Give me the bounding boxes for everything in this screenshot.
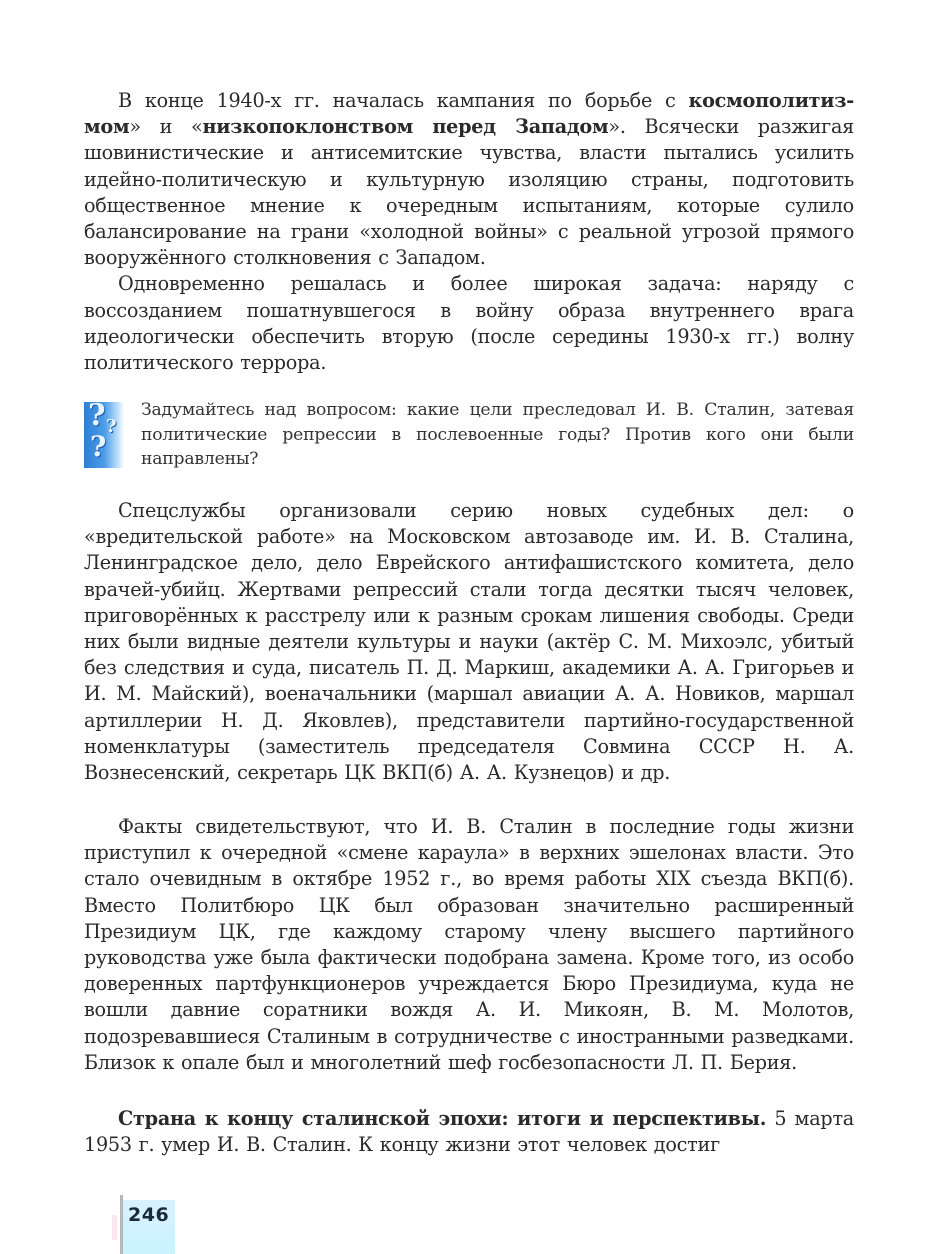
margin-decoration (112, 1215, 117, 1240)
bold-term-servility: низкопоклонством перед Западом (202, 115, 609, 139)
paragraph-guard-change: Факты свидетельствуют, что И. В. Сталин в последние годы жизни приступил к очередной «смене караула» в верхних эшелонах власти. Это стало очевидным в октябре 1952 г., во время работы XIX съезда ВКП(б). Вместо Политбюро ЦК был образован значительно расширенный Президиум ЦК, где каждому старому члену высшего партийного руководства уже была фактически подобрана замена. Кроме того, из особо доверенных партфункционеров учреждается Бюро Президиума, куда не вошли давние соратники вождя А. И. Микоян, В. М. Молотов, подозревавшиеся Сталиным в сотрудничестве с иностранными разведками. Близок к опале был и многолетний шеф госбезопасности Л. П. Берия. (84, 815, 854, 1074)
question-marks-icon: ? ? ? (84, 402, 124, 468)
think-question-block (84, 398, 854, 470)
paragraph-end-of-era (84, 1106, 854, 1158)
paragraph-text: 5 марта 1953 г. умер И. В. Сталин. К концу жизни этот человек достиг (84, 1107, 855, 1157)
paragraph-cosmopolitism (84, 88, 854, 271)
bold-term-cosmopolitism: космополитиз-мом (84, 89, 854, 139)
paragraph-text: » и « (129, 115, 203, 139)
paragraph-text: ». Всячески разжигая шовинистические и антисемитские чувства, власти пытались усилить идейно-политическую и культурную изоляцию страны, подготовить общественное мнение к очередным испытаниям, которые сулило балансирование на грани «холодной войны» с реальной угрозой прямого вооружённого столкновения с Западом. (84, 115, 855, 270)
paragraph-court-cases: Спецслужбы организовали серию новых судебных дел: о «вредительской работе» на Московском автозаводе им. И. В. Сталина, Ленинградское дело, дело Еврейского антифашистского комитета, дело врачей-убийц. Жертвами репрессий стали тогда десятки тысяч человек, приговорённых к расстрелу или к разным срокам лишения свободы. Среди них были видные деятели культуры и науки (актёр С. М. Михоэлс, убитый без следствия и суда, писатель П. Д. Маркиш, академики А. А. Григорьев и И. М. Майский), военачальники (маршал авиации А. А. Новиков, маршал артиллерии Н. Д. Яковлев), представители партийно-государственной номенклатуры (заместитель председателя Совмина СССР Н. А. Вознесенский, секретарь ЦК ВКП(б) А. А. Кузнецов) и др. (84, 499, 854, 785)
paragraph-terror-wave: Одновременно решалась и более широкая задача: наряду с воссозданием пошатнувшегося в войну образа внутреннего врага идеологически обеспечить вторую (после середины 1930-х гг.) волну политического террора. (84, 272, 854, 375)
question-text: Задумайтесь над вопросом: какие цели преследовал И. В. Сталин, затевая политические репрессии в послевоенные годы? Против кого они были направлены? (141, 400, 854, 469)
section-heading: Страна к концу сталинской эпохи: итоги и перспективы. (118, 1107, 767, 1130)
paragraph-text: В конце 1940-х гг. началась кампания по борьбе с (118, 89, 689, 112)
textbook-page (84, 88, 855, 1157)
page-number: 246 (128, 1204, 170, 1226)
